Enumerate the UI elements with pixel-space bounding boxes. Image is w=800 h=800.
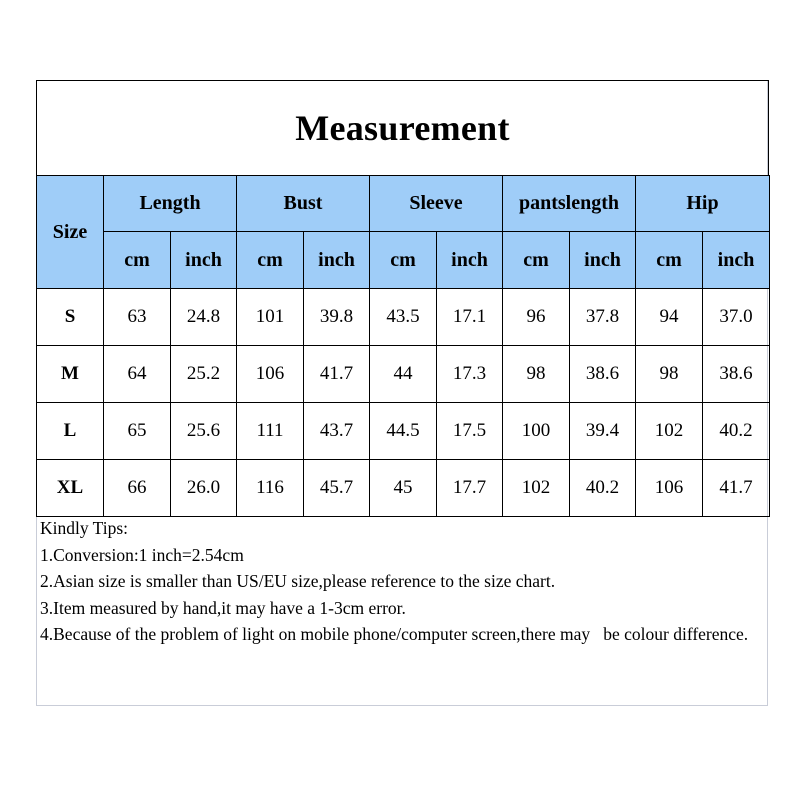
unit-header: cm [636, 232, 703, 289]
tip-item: 2.Asian size is smaller than US/EU size,please reference to the size chart. [40, 571, 556, 591]
table-cell: 45.7 [304, 460, 370, 517]
unit-header: cm [503, 232, 570, 289]
table-cell: 17.5 [437, 403, 503, 460]
group-header-pantslength: pantslength [503, 176, 636, 232]
size-cell: L [37, 403, 104, 460]
table-row [37, 403, 770, 460]
table-row [37, 289, 770, 346]
size-cell: XL [37, 460, 104, 517]
size-cell: M [37, 346, 104, 403]
table-cell: 43.7 [304, 403, 370, 460]
table-cell: 41.7 [304, 346, 370, 403]
unit-header: inch [171, 232, 237, 289]
table-row [37, 346, 770, 403]
group-header-hip: Hip [636, 176, 770, 232]
table-cell: 94 [636, 289, 703, 346]
tip-item: 3.Item measured by hand,it may have a 1-3cm error. [40, 597, 406, 618]
table-cell: 43.5 [370, 289, 437, 346]
unit-header: cm [104, 232, 171, 289]
table-cell: 26.0 [171, 460, 237, 517]
table-cell: 40.2 [570, 460, 636, 517]
table-cell: 45 [370, 460, 437, 517]
table-cell: 17.3 [437, 346, 503, 403]
header-row-units [37, 232, 770, 289]
table-cell: 102 [503, 460, 570, 517]
table-cell: 37.8 [570, 289, 636, 346]
table-cell: 25.6 [171, 403, 237, 460]
table-cell: 38.6 [570, 346, 636, 403]
table-cell: 66 [104, 460, 171, 517]
group-header-sleeve: Sleeve [370, 176, 503, 232]
table-cell: 64 [104, 346, 171, 403]
table-cell: 17.1 [437, 289, 503, 346]
group-header-bust: Bust [237, 176, 370, 232]
group-header-length: Length [104, 176, 237, 232]
page-title: Measurement [295, 108, 510, 148]
table-cell: 25.2 [171, 346, 237, 403]
size-header: Size [37, 176, 104, 289]
size-table [36, 175, 770, 517]
table-cell: 106 [636, 460, 703, 517]
table-cell: 100 [503, 403, 570, 460]
table-cell: 41.7 [703, 460, 770, 517]
table-row [37, 460, 770, 517]
table-cell: 39.4 [570, 403, 636, 460]
unit-header: cm [237, 232, 304, 289]
tips-section [40, 515, 764, 648]
table-cell: 40.2 [703, 403, 770, 460]
table-cell: 17.7 [437, 460, 503, 517]
unit-header: inch [304, 232, 370, 289]
tip-item: 4.Because of the problem of light on mobile phone/computer screen,there may be colour difference. [40, 624, 749, 644]
table-cell: 63 [104, 289, 171, 346]
table-cell: 116 [237, 460, 304, 517]
unit-header: cm [370, 232, 437, 289]
table-cell: 101 [237, 289, 304, 346]
title-box [36, 80, 769, 175]
header-row-groups [37, 176, 770, 232]
tip-item: 1.Conversion:1 inch=2.54cm [40, 544, 244, 565]
unit-header: inch [437, 232, 503, 289]
unit-header: inch [703, 232, 770, 289]
table-cell: 38.6 [703, 346, 770, 403]
table-cell: 98 [503, 346, 570, 403]
unit-header: inch [570, 232, 636, 289]
table-cell: 111 [237, 403, 304, 460]
table-cell: 65 [104, 403, 171, 460]
table-cell: 102 [636, 403, 703, 460]
table-cell: 44 [370, 346, 437, 403]
table-cell: 106 [237, 346, 304, 403]
table-cell: 24.8 [171, 289, 237, 346]
size-cell: S [37, 289, 104, 346]
tips-heading: Kindly Tips: [40, 518, 129, 538]
table-cell: 96 [503, 289, 570, 346]
table-cell: 37.0 [703, 289, 770, 346]
table-cell: 98 [636, 346, 703, 403]
table-cell: 44.5 [370, 403, 437, 460]
table-cell: 39.8 [304, 289, 370, 346]
